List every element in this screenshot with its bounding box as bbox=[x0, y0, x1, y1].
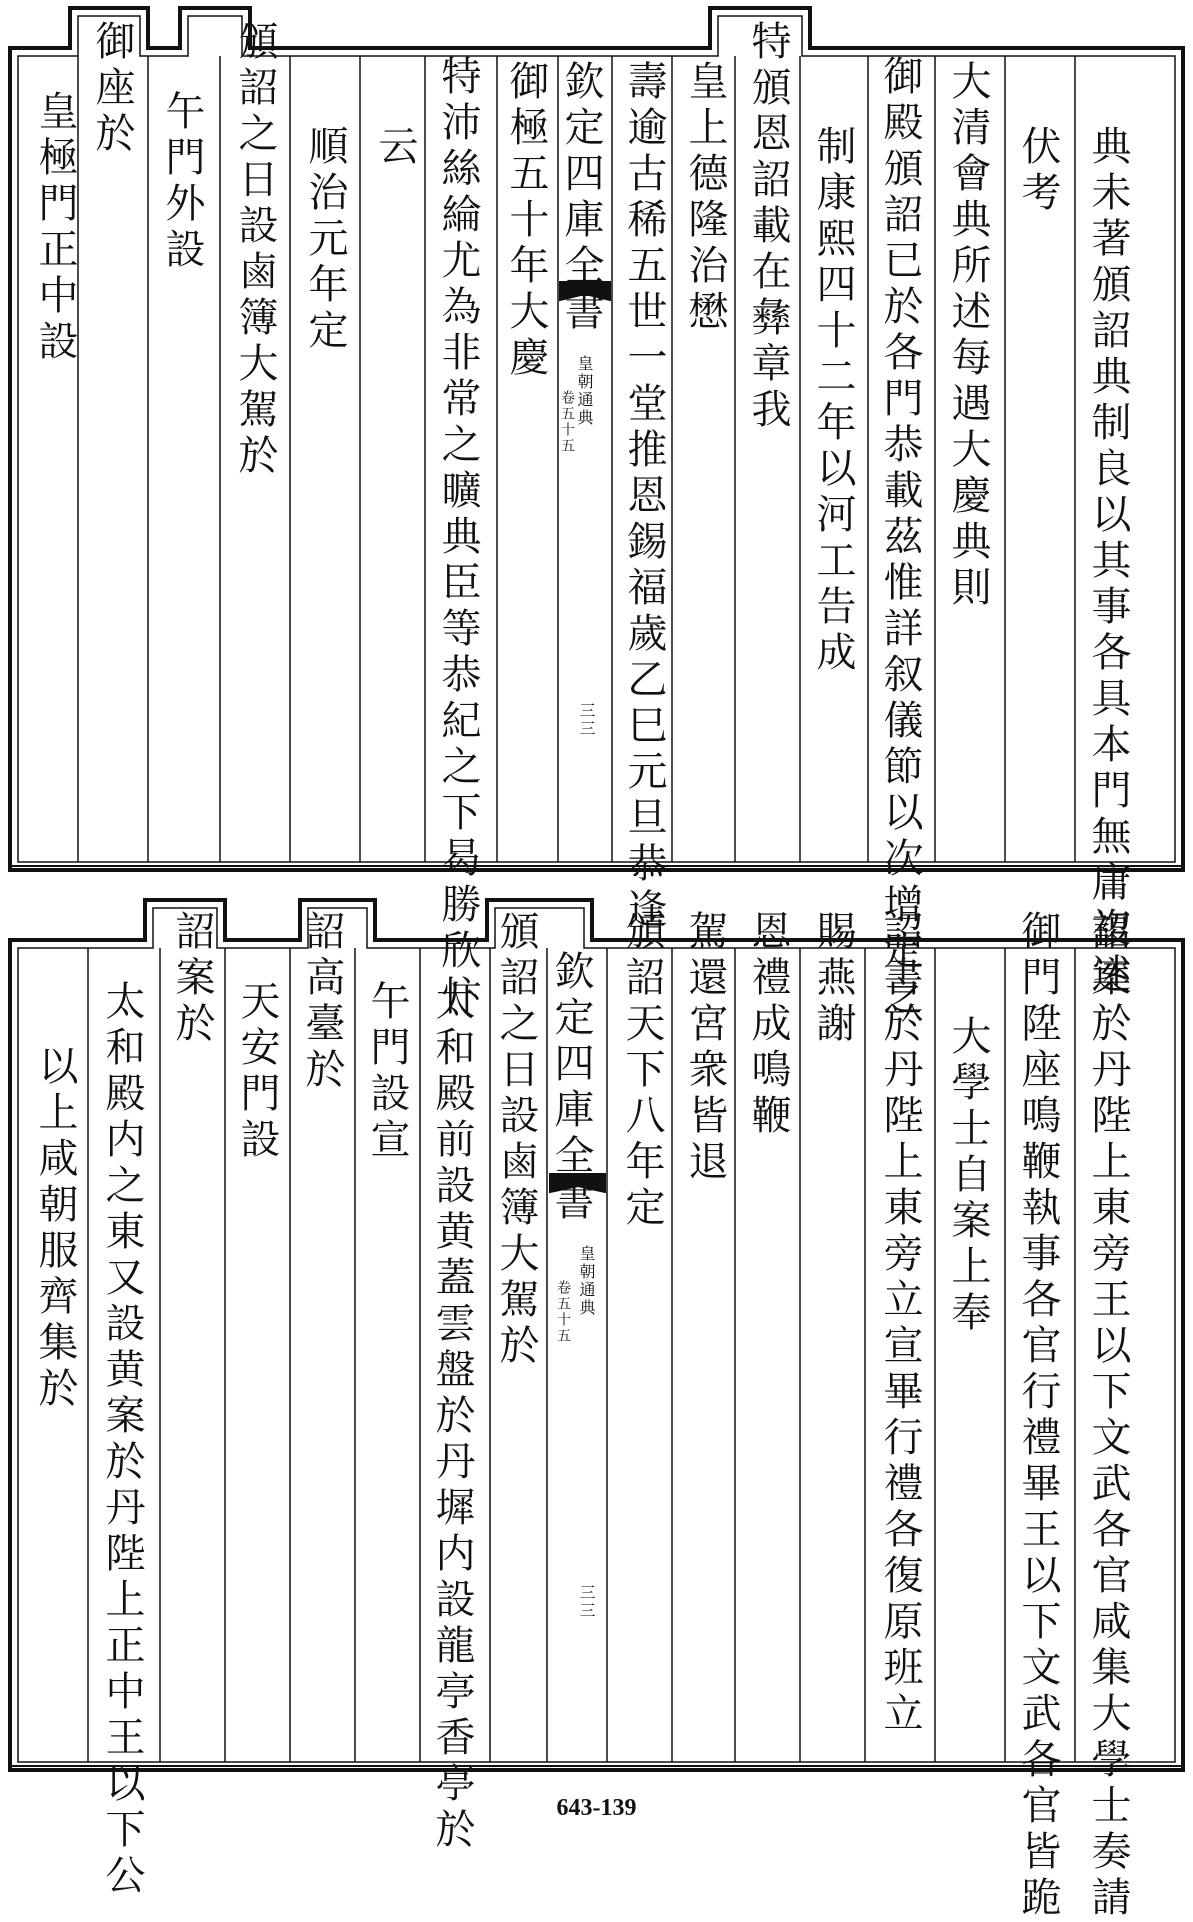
text-column: 太和殿前設黄蓋雲盤於丹墀内設龍亭香亭於 bbox=[429, 980, 475, 1854]
margin-page-number: 三三 bbox=[577, 702, 596, 738]
text-column: 特頒恩詔載在彝章我 bbox=[745, 20, 791, 434]
text-column: 午門設宣 bbox=[364, 980, 410, 1164]
text-column: 順治元年定 bbox=[302, 125, 348, 355]
text-column: 壽逾古稀五世一堂推恩錫福歲乙巳元旦恭逢 bbox=[621, 60, 667, 934]
margin-volume: 卷五十五 bbox=[559, 390, 575, 454]
volume-title: 欽定四庫全書 bbox=[548, 950, 594, 1226]
text-column: 頒詔之日設鹵簿大駕於 bbox=[493, 910, 539, 1370]
text-column: 皇極門正中設 bbox=[32, 90, 78, 366]
text-column: 典未著頒詔典制良以其事各具本門無庸複述 bbox=[1085, 125, 1131, 999]
text-column: 午門外設 bbox=[159, 90, 205, 274]
text-column: 詔案於 bbox=[169, 910, 215, 1048]
text-column: 伏考 bbox=[1015, 125, 1061, 217]
text-column: 皇上德隆治懋 bbox=[682, 60, 728, 336]
text-column: 恩禮成鳴鞭 bbox=[745, 910, 791, 1140]
volume-title: 欽定四庫全書 bbox=[558, 60, 604, 336]
margin-title: 皇朝通典 bbox=[575, 355, 594, 427]
margin-title: 皇朝通典 bbox=[577, 1245, 596, 1317]
text-column: 詔高臺於 bbox=[299, 910, 345, 1094]
text-column: 制康熙四十二年以河工告成 bbox=[810, 125, 856, 677]
text-column: 以上咸朝服齊集於 bbox=[32, 1045, 78, 1413]
text-column: 大清會典所述每遇大慶典則 bbox=[945, 60, 991, 612]
margin-volume: 卷五十五 bbox=[555, 1280, 571, 1344]
text-column: 御極五十年大慶 bbox=[503, 60, 549, 382]
text-column: 大學士自案上奉 bbox=[945, 1015, 991, 1337]
text-column: 頒詔之日設鹵簿大駕於 bbox=[232, 20, 278, 480]
text-column: 特沛絲綸尤為非常之曠典臣等恭紀之下曷勝欣忭 bbox=[435, 55, 481, 1021]
text-column: 賜燕謝 bbox=[810, 910, 856, 1048]
text-column: 御門陞座鳴鞭執事各官行禮畢王以下文武各官皆跪 bbox=[1015, 910, 1061, 1922]
text-column: 詔案於丹陛上東旁王以下文武各官咸集大學士奏請 bbox=[1085, 910, 1131, 1922]
text-column: 天安門設 bbox=[234, 980, 280, 1164]
text-column: 頒詔天下八年定 bbox=[619, 910, 665, 1232]
text-column: 御殿頒詔已於各門恭載茲惟詳叙儀節以次增定之 bbox=[877, 55, 923, 1021]
text-column: 云 bbox=[372, 125, 418, 171]
text-column: 駕還宮衆皆退 bbox=[682, 910, 728, 1186]
margin-page-number: 三三 bbox=[577, 1584, 596, 1620]
text-column: 太和殿内之東又設黄案於丹陛上正中王以下公 bbox=[99, 980, 145, 1900]
page-footer-number: 643-139 bbox=[556, 1795, 637, 1821]
text-column: 御座於 bbox=[89, 20, 135, 158]
text-column: 詔書於丹陛上東旁立宣畢行禮各復原班立 bbox=[877, 910, 923, 1738]
